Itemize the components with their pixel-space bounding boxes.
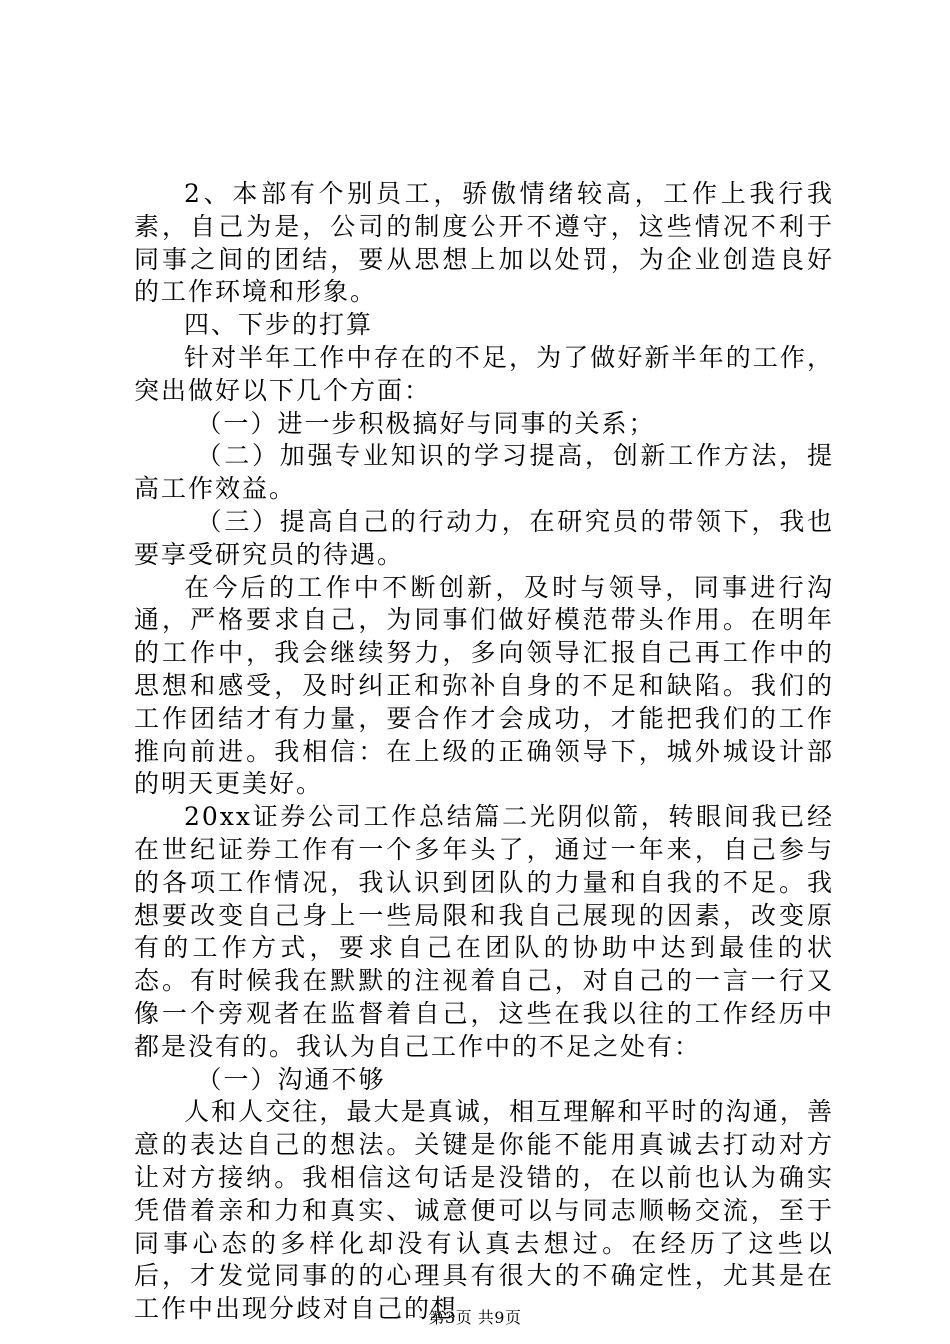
document-body <box>134 178 834 1326</box>
page-number-footer: 第3页 共9页 <box>428 1308 522 1327</box>
paragraph-plan-intro: 针对半年工作中存在的不足，为了做好新半年的工作，突出做好以下几个方面： <box>134 342 834 405</box>
heading-next-steps: 四、下步的打算 <box>184 310 374 340</box>
list-item-1: （一）进一步积极搞好与同事的关系； <box>196 408 656 438</box>
paragraph-summary-two: 20xx证券公司工作总结篇二光阴似箭，转眼间我已经在世纪证券工作有一个多年头了，通过一年来，自己参与的各项工作情况，我认识到团队的力量和自我的不足。我想要改变自己身上一些局限和我自己展现的因素，改变原有的工作方式，要求自己在团队的协助中达到最佳的状态。有时候我在默默的注视着自己，对自己的一言一行又像一个旁观者在监督着自己，这些在我以往的工作经历中都是没有的。我认为自己工作中的不足之处有： <box>134 802 834 1061</box>
paragraph-staff-issue: 2、本部有个别员工，骄傲情绪较高，工作上我行我素，自己为是，公司的制度公开不遵守，这些情况不利于同事之间的团结，要从思想上加以处罚，为企业创造良好的工作环境和形象。 <box>134 179 834 307</box>
subheading-communication: （一）沟通不够 <box>196 1064 386 1094</box>
list-item-2: （二）加强专业知识的学习提高，创新工作方法，提高工作效益。 <box>134 441 834 504</box>
paragraph-future-work: 在今后的工作中不断创新，及时与领导，同事进行沟通，严格要求自己，为同事们做好模范带头作用。在明年的工作中，我会继续努力，多向领导汇报自己再工作中的思想和感受，及时纠正和弥补自身的不足和缺陷。我们的工作团结才有力量，要合作才会成功，才能把我们的工作推向前进。我相信：在上级的正确领导下，城外城设计部的明天更美好。 <box>134 572 834 799</box>
list-item-3: （三）提高自己的行动力，在研究员的带领下，我也要享受研究员的待遇。 <box>134 506 834 569</box>
paragraph-communication: 人和人交往，最大是真诚，相互理解和平时的沟通，善意的表达自己的想法。关键是你能不能用真诚去打动对方让对方接纳。我相信这句话是没错的，在以前也认为确实凭借着亲和力和真实、诚意便可以与同志顺畅交流，至于同事心态的多样化却没有认真去想过。在经历了这些以后，才发觉同事的的心理具有很大的不确定性，尤其是在工作中出现分歧对自己的想 <box>134 1097 834 1324</box>
